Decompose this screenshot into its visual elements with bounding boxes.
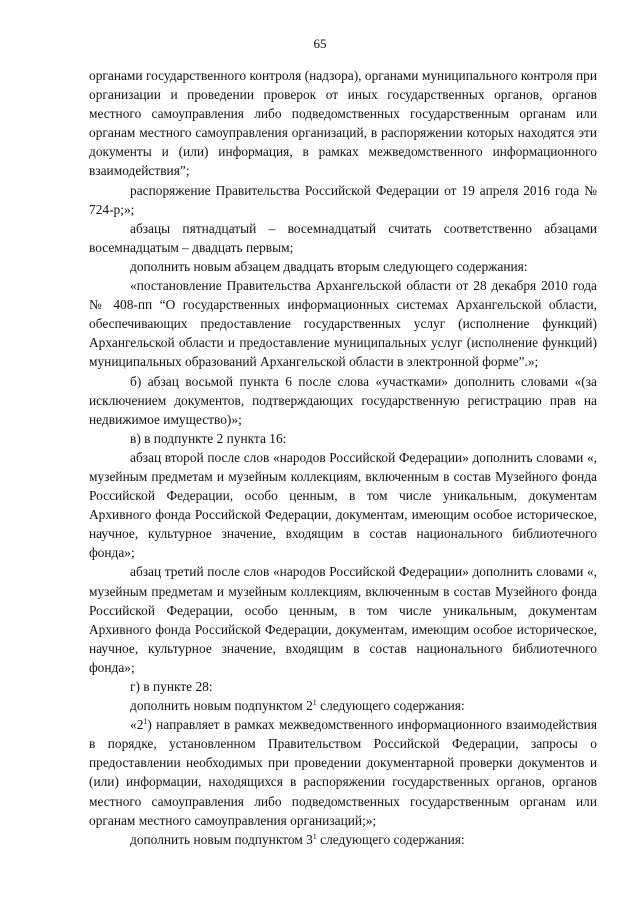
paragraph-11 (89, 696, 597, 715)
paragraph-9: абзац третий после слов «народов Российской Федерации» дополнить словами «, музейным предметам и музейным коллекциям, включенным в состав Музейного фонда Российской Федерации, особо ценным, в том числе уникальным, документам Архивного фонда Российской Федерации, документам, имеющим особое историческое, научное, культурное значение, входящим в состав национального библиотечного фонда»; (89, 564, 597, 675)
paragraph-7: в) в подпункте 2 пункта 16: (130, 430, 287, 446)
paragraph-12-text: ) направляет в рамках межведомственного информационного взаимодействия в порядке, установленном Правительством Российской Федерации, запросы о предоставлении необходимых при проведении документарной проверки документов и (или) информации, находящихся в распоряжении государственных органов, органов местного самоуправления либо подведомственных государственным органам или органам местного самоуправления организаций;»; (89, 717, 597, 828)
paragraph-11-text: дополнить новым подпунктом 2 (130, 698, 313, 714)
paragraph-5: «постановление Правительства Архангельской области от 28 декабря 2010 года № 408-пп “О государственных информационных системах Архангельской области, обеспечивающих предоставление государственных услуг (исполнение функций) Архангельской области и предоставление муниципальных услуг (исполнение функций) муниципальных образований Архангельской области в электронной форме”.»; (89, 278, 597, 370)
paragraph-12 (89, 715, 597, 830)
document-body (89, 66, 597, 849)
paragraph-13-text: дополнить новым подпунктом 3 (130, 831, 313, 847)
paragraph-13 (89, 830, 597, 849)
superscript-1: 1 (143, 717, 148, 727)
paragraph-10: г) в пункте 28: (130, 679, 213, 694)
superscript-1: 1 (312, 698, 317, 708)
superscript-1: 1 (312, 831, 317, 841)
paragraph-4: дополнить новым абзацем двадцать вторым следующего содержания: (130, 258, 528, 274)
paragraph-6: б) абзац восьмой пункта 6 после слова «участками» дополнить словами «(за исключением документов, подтверждающих государственную регистрацию прав на недвижимое имущество)»; (89, 373, 597, 427)
paragraph-11-text-end: следующего содержания: (316, 698, 465, 714)
page-number: 65 (313, 36, 327, 51)
paragraph-3: абзацы пятнадцатый – восемнадцатый считать соответственно абзацами восемнадцатым – двадцать первым; (89, 220, 597, 255)
paragraph-2: распоряжение Правительства Российской Федерации от 19 апреля 2016 года № 724-р;»; (89, 182, 597, 217)
paragraph-8: абзац второй после слов «народов Российской Федерации» дополнить словами «, музейным предметам и музейным коллекциям, включенным в состав Музейного фонда Российской Федерации, особо ценным, в том числе уникальным, документам Архивного фонда Российской Федерации, документам, имеющим особое историческое, научное, культурное значение, входящим в состав национального библиотечного фонда»; (89, 449, 597, 561)
paragraph-1: органами государственного контроля (надзора), органами муниципального контроля при организации и проведении проверок от иных государственных органов, органов местного самоуправления либо подведомственных государственным органам или органам местного самоуправления организаций, в распоряжении которых находятся эти документы и (или) информация, в рамках межведомственного информационного взаимодействия”; (89, 68, 597, 179)
paragraph-13-text-end: следующего содержания: (316, 831, 465, 847)
paragraph-12-open: «2 (130, 717, 144, 733)
